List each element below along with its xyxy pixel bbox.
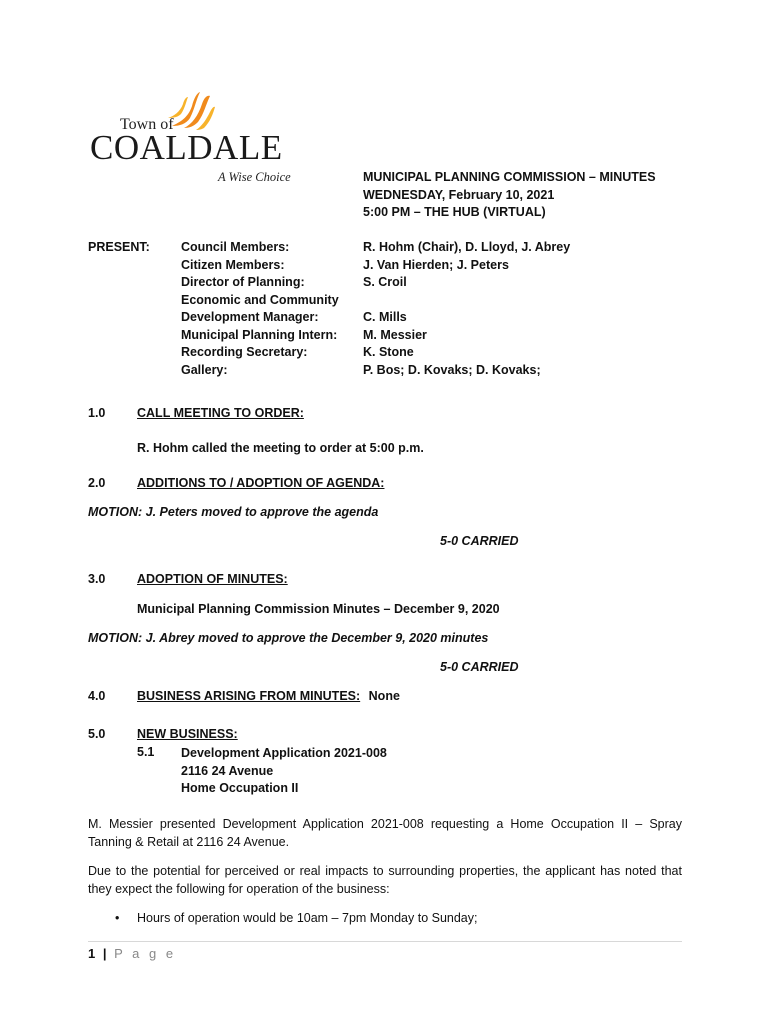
- header-title: MUNICIPAL PLANNING COMMISSION – MINUTES: [363, 170, 656, 184]
- name-item: R. Hohm (Chair), D. Lloyd, J. Abrey: [363, 240, 571, 254]
- section-value: None: [368, 689, 400, 703]
- role-item: Director of Planning:: [181, 275, 305, 289]
- bullet-icon: •: [115, 911, 120, 925]
- role-item: Economic and Community: [181, 292, 339, 307]
- section-number: 4.0: [88, 689, 106, 703]
- logo-tagline: A Wise Choice: [218, 170, 291, 184]
- header-time-location: 5:00 PM – THE HUB (VIRTUAL): [363, 205, 546, 219]
- subsection-number: 5.1: [137, 745, 155, 759]
- name-item: S. Croil: [363, 275, 407, 289]
- footer-separator: |: [102, 946, 107, 961]
- role-item: Municipal Planning Intern:: [181, 327, 338, 342]
- section-number: 5.0: [88, 727, 106, 741]
- application-address: 2116 24 Avenue: [181, 763, 274, 778]
- motion-result: 5-0 CARRIED: [440, 534, 519, 548]
- bullet-item: • Hours of operation would be 10am – 7pm Monday to Sunday;: [115, 911, 478, 925]
- section-title: BUSINESS ARISING FROM MINUTES:: [137, 689, 361, 703]
- document-header: [363, 169, 656, 222]
- paragraph: M. Messier presented Development Application 2021-008 requesting a Home Occupation II – Spray Tanning & Retail at 2116 24 Avenue.: [88, 817, 682, 849]
- role-item: Recording Secretary:: [181, 345, 308, 359]
- application-number: Development Application 2021-008: [181, 746, 387, 760]
- section-heading-row: [137, 689, 400, 703]
- attendee-roles: [181, 239, 339, 379]
- section-title: NEW BUSINESS:: [137, 727, 238, 741]
- paragraph: Due to the potential for perceived or real impacts to surrounding properties, the applicant has noted that they expect the following for operation of the business:: [88, 864, 682, 896]
- name-item: J. Van Hierden; J. Peters: [363, 257, 509, 272]
- role-item: Gallery:: [181, 362, 228, 377]
- footer-page-label: P a g e: [114, 946, 177, 961]
- motion-text: MOTION: J. Abrey moved to approve the December 9, 2020 minutes: [88, 631, 489, 645]
- section-title: ADDITIONS TO / ADOPTION OF AGENDA:: [137, 476, 385, 490]
- section-number: 3.0: [88, 572, 106, 586]
- town-logo: [88, 88, 318, 188]
- name-item: C. Mills: [363, 310, 407, 324]
- page-number: 1: [88, 946, 96, 961]
- motion-result: 5-0 CARRIED: [440, 660, 519, 674]
- logo-town-of: Town of: [120, 116, 174, 133]
- section-number: 1.0: [88, 406, 106, 420]
- section-title: ADOPTION OF MINUTES:: [137, 572, 288, 586]
- header-date: WEDNESDAY, February 10, 2021: [363, 187, 555, 202]
- name-item: K. Stone: [363, 345, 414, 359]
- section-title: CALL MEETING TO ORDER:: [137, 406, 304, 420]
- section-text: Municipal Planning Commission Minutes – December 9, 2020: [137, 602, 500, 616]
- logo-town-name: COALDALE: [90, 128, 283, 167]
- section-number: 2.0: [88, 476, 106, 490]
- name-item: M. Messier: [363, 327, 427, 342]
- section-text: R. Hohm called the meeting to order at 5:00 p.m.: [137, 441, 424, 455]
- footer-divider: [88, 941, 682, 942]
- application-type: Home Occupation II: [181, 781, 299, 795]
- role-item: Council Members:: [181, 240, 290, 254]
- name-item: [363, 292, 570, 310]
- role-item: Development Manager:: [181, 310, 319, 324]
- page-footer: [88, 946, 176, 961]
- motion-text: MOTION: J. Peters moved to approve the agenda: [88, 505, 379, 519]
- role-item: Citizen Members:: [181, 257, 285, 272]
- subsection-details: [181, 745, 387, 798]
- present-label: PRESENT:: [88, 240, 150, 254]
- attendee-names: [363, 239, 570, 379]
- name-item: P. Bos; D. Kovaks; D. Kovaks;: [363, 362, 541, 377]
